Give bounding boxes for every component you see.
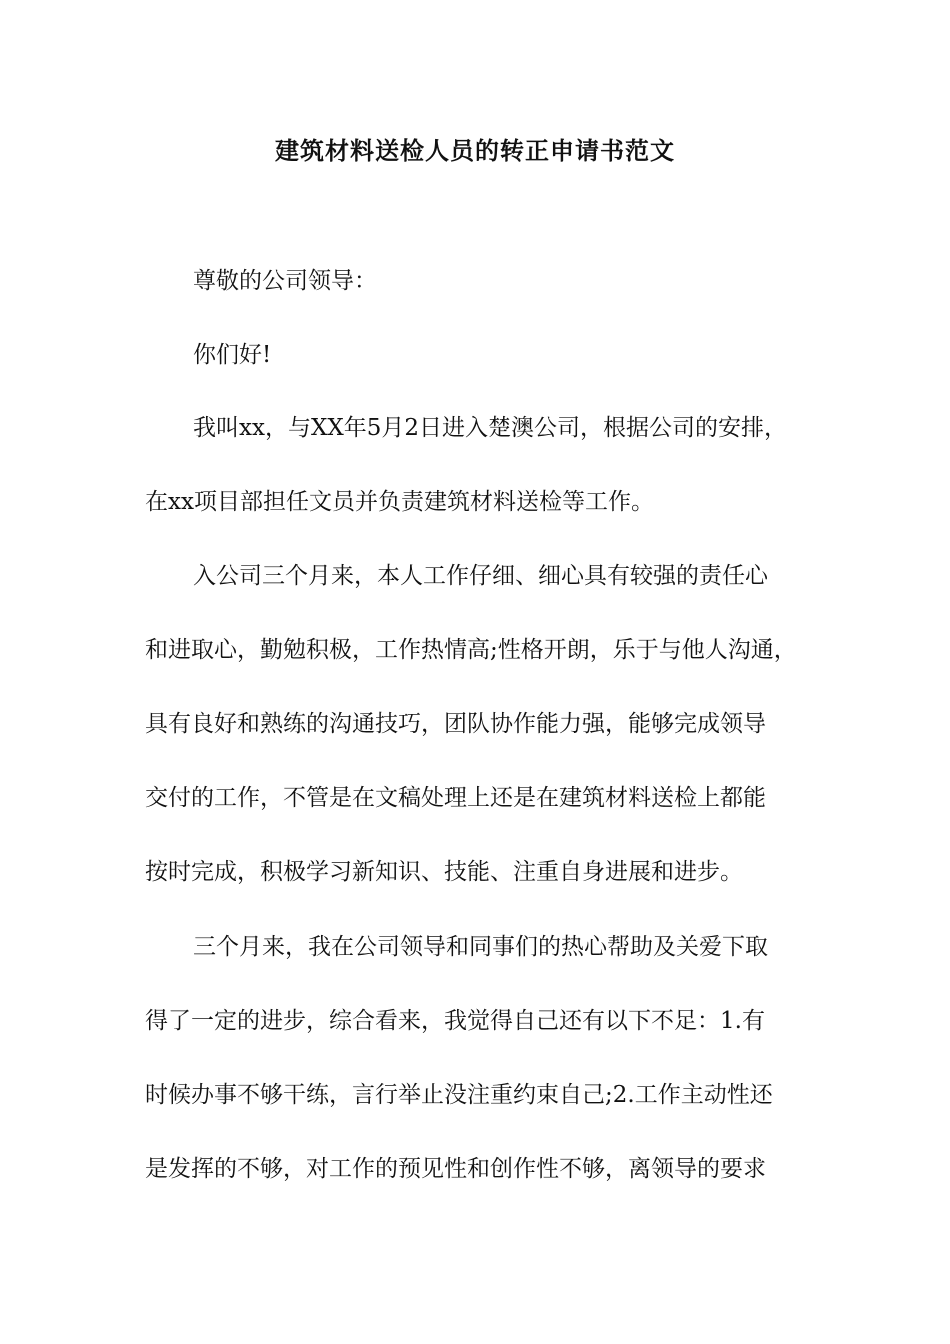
- body-text-line: 我叫xx，与XX年5月2日进入楚澳公司，根据公司的安排，: [193, 415, 787, 441]
- greeting-line: 你们好!: [193, 342, 272, 368]
- document-title: 建筑材料送检人员的转正申请书范文: [275, 136, 675, 165]
- body-text-line: 三个月来，我在公司领导和同事们的热心帮助及关爱下取: [193, 934, 768, 960]
- salutation-line: 尊敬的公司领导：: [193, 268, 377, 294]
- body-text-line: 得了一定的进步，综合看来，我觉得自己还有以下不足：1.有: [145, 1008, 765, 1034]
- body-text-line: 和进取心，勤勉积极，工作热情高;性格开朗，乐于与他人沟通，: [145, 637, 797, 663]
- body-text-line: 入公司三个月来，本人工作仔细、细心具有较强的责任心: [193, 563, 768, 589]
- body-text-line: 是发挥的不够，对工作的预见性和创作性不够，离领导的要求: [145, 1156, 766, 1182]
- body-text-line: 具有良好和熟练的沟通技巧，团队协作能力强，能够完成领导: [145, 711, 766, 737]
- body-text-line: 时候办事不够干练，言行举止没注重约束自己;2.工作主动性还: [145, 1082, 773, 1108]
- body-text-line: 在xx项目部担任文员并负责建筑材料送检等工作。: [145, 489, 654, 515]
- body-text-line: 交付的工作，不管是在文稿处理上还是在建筑材料送检上都能: [145, 785, 766, 811]
- body-text-line: 按时完成，积极学习新知识、技能、注重自身进展和进步。: [145, 859, 743, 885]
